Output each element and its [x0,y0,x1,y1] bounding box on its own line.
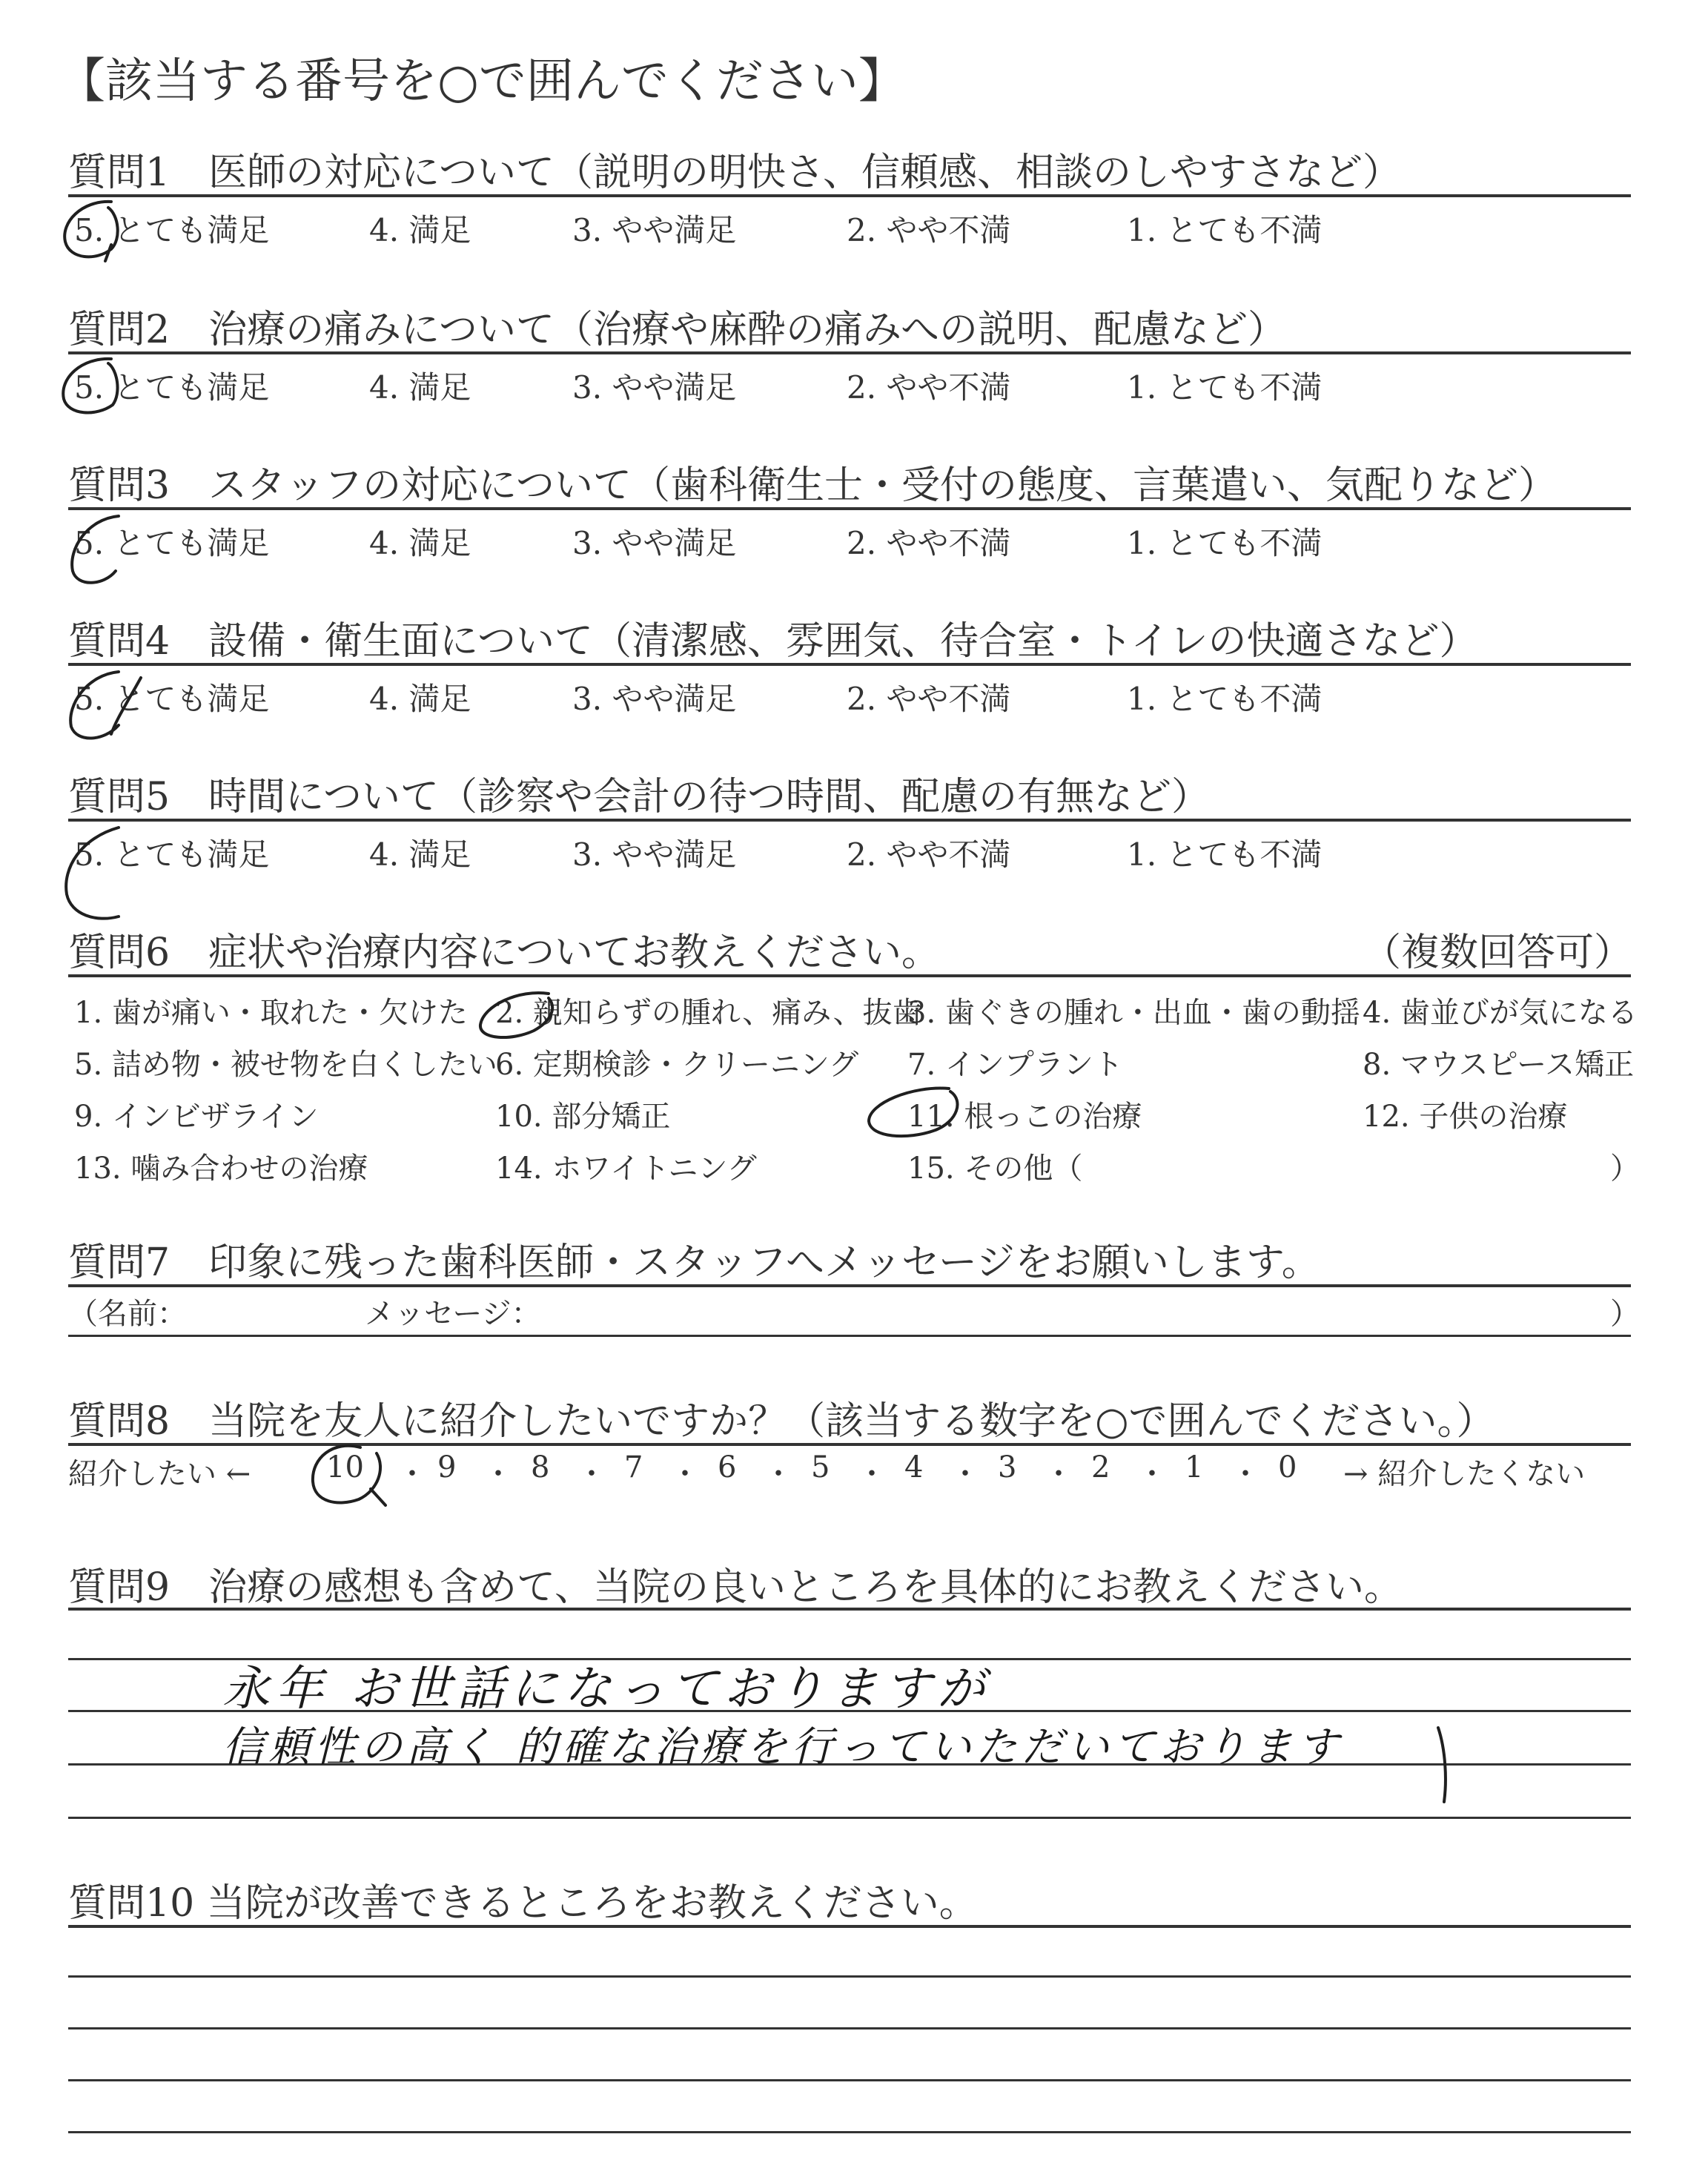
q8-score-6[interactable]: 6 [718,1450,737,1484]
q8-score-7[interactable]: 7 [624,1450,643,1484]
q2-option-3[interactable]: 3. やや満足 [572,369,737,406]
answer-line [68,2131,1631,2133]
q3-option-2[interactable]: 2. やや不満 [847,525,1011,561]
q4-option-1[interactable]: 1. とても不満 [1127,681,1323,717]
question-8: 質問8 当院を友人に紹介したいですか？（該当する数字を○で囲んでください。） [68,1399,1495,1444]
q8-right-label: → 紹介したくない [1343,1457,1586,1491]
q7-name-label: （名前： [68,1297,187,1331]
q6-option-14[interactable]: 14. ホワイトニング [495,1152,757,1186]
q5-option-1[interactable]: 1. とても不満 [1127,836,1323,873]
divider [68,819,1631,822]
q8-score-1[interactable]: 1 [1185,1450,1204,1484]
q9-handwritten-line-2: 信頼性の高く 的確な治療を行っていただいております [222,1723,1343,1771]
separator-dot: ・ [764,1457,793,1491]
q6-option-8[interactable]: 8. マウスピース矯正 [1363,1048,1635,1082]
q6-option-6[interactable]: 6. 定期検診・クリーニング [495,1048,859,1082]
q6-option-7[interactable]: 7. インプラント [907,1048,1123,1082]
q5-option-2[interactable]: 2. やや不満 [847,836,1011,873]
answer-line [68,2027,1631,2029]
q3-option-3[interactable]: 3. やや満足 [572,525,737,561]
q3-option-5[interactable]: 5. とても満足 [74,525,270,561]
q2-option-5[interactable]: 5. とても満足 [74,369,270,406]
q6-multiple-note: （複数回答可） [1363,931,1633,975]
q4-option-2[interactable]: 2. やや不満 [847,681,1011,717]
divider [68,974,1631,977]
separator-dot: ・ [670,1457,700,1491]
answer-line [68,1817,1631,1819]
q8-score-2[interactable]: 2 [1091,1450,1110,1484]
q7-message-label: メッセージ： [365,1297,541,1331]
q8-left-label: 紹介したい ← [68,1457,251,1491]
q2-option-4[interactable]: 4. 満足 [369,369,471,406]
divider [68,1925,1631,1928]
divider [68,507,1631,510]
q6-option-13[interactable]: 13. 噛み合わせの治療 [74,1152,368,1186]
form-title: 【該当する番号を○で囲んでください】 [58,54,906,109]
q1-option-1[interactable]: 1. とても不満 [1127,212,1323,248]
divider [68,1608,1631,1611]
q2-option-2[interactable]: 2. やや不満 [847,369,1011,406]
divider [68,194,1631,197]
q3-option-1[interactable]: 1. とても不満 [1127,525,1323,561]
separator-dot: ・ [1044,1457,1073,1491]
separator-dot: ・ [1137,1457,1167,1491]
q6-option-9[interactable]: 9. インビザライン [74,1100,319,1134]
divider [68,663,1631,666]
separator-dot: ・ [577,1457,606,1491]
question-2: 質問2 治療の痛みについて（治療や麻酔の痛みへの説明、配慮など） [68,308,1287,352]
divider [68,1443,1631,1446]
q6-option-1[interactable]: 1. 歯が痛い・取れた・欠けた [74,996,468,1030]
q4-option-4[interactable]: 4. 満足 [369,681,471,717]
q8-score-9[interactable]: 9 [437,1450,457,1484]
divider [68,351,1631,354]
question-4: 質問4 設備・衛生面について（清潔感、雰囲気、待合室・トイレの快適さなど） [68,619,1478,664]
q5-option-5[interactable]: 5. とても満足 [74,836,270,873]
answer-line [68,2079,1631,2081]
q6-option-2[interactable]: 2. 親知らずの腫れ、痛み、抜歯 [495,996,922,1030]
q8-score-8[interactable]: 8 [531,1450,550,1484]
divider [68,1284,1631,1287]
q3-option-4[interactable]: 4. 満足 [369,525,471,561]
q6-option-12[interactable]: 12. 子供の治療 [1363,1100,1568,1134]
separator-dot: ・ [397,1457,427,1491]
q8-score-4[interactable]: 4 [904,1450,924,1484]
separator-dot: ・ [950,1457,980,1491]
q8-score-3[interactable]: 3 [998,1450,1017,1484]
question-7: 質問7 印象に残った歯科医師・スタッフへメッセージをお願いします。 [68,1241,1320,1285]
q1-option-2[interactable]: 2. やや不満 [847,212,1011,248]
separator-dot: ・ [1231,1457,1260,1491]
question-5: 質問5 時間について（診察や会計の待つ時間、配慮の有無など） [68,775,1211,819]
answer-line [68,1975,1631,1978]
q6-option-4[interactable]: 4. 歯並びが気になる [1363,996,1638,1030]
q6-option-5[interactable]: 5. 詰め物・被せ物を白くしたい [74,1048,497,1082]
q2-option-1[interactable]: 1. とても不満 [1127,369,1323,406]
separator-dot: ・ [857,1457,887,1491]
question-9: 質問9 治療の感想も含めて、当院の良いところを具体的にお教えください。 [68,1565,1403,1610]
q9-handwritten-line-1: 永年 お世話になっておりますが [222,1662,991,1717]
question-6: 質問6 症状や治療内容についてお教えください。 [68,931,941,975]
q1-option-4[interactable]: 4. 満足 [369,212,471,248]
q8-score-0[interactable]: 0 [1278,1450,1297,1484]
q5-option-4[interactable]: 4. 満足 [369,836,471,873]
q8-score-5[interactable]: 5 [811,1450,830,1484]
q8-score-10[interactable]: 10 [326,1450,364,1484]
question-1: 質問1 医師の対応について（説明の明快さ、信頼感、相談のしやすさなど） [68,151,1401,195]
q7-close-paren: ） [1610,1297,1640,1331]
q4-option-3[interactable]: 3. やや満足 [572,681,737,717]
separator-dot: ・ [483,1457,513,1491]
q1-option-5[interactable]: 5. とても満足 [74,212,270,248]
question-3: 質問3 スタッフの対応について（歯科衛生士・受付の態度、言葉遣い、気配りなど） [68,463,1558,508]
q6-option-3[interactable]: 3. 歯ぐきの腫れ・出血・歯の動揺 [907,996,1360,1030]
q4-option-5[interactable]: 5. とても満足 [74,681,270,717]
question-10: 質問10 当院が改善できるところをお教えください。 [68,1881,978,1926]
q6-option-11[interactable]: 11. 根っこの治療 [907,1100,1142,1134]
q6-option-10[interactable]: 10. 部分矯正 [495,1100,671,1134]
q6-option-15[interactable]: 15. その他（ [907,1152,1083,1186]
q5-option-3[interactable]: 3. やや満足 [572,836,737,873]
q6-other-close-paren: ） [1610,1152,1640,1186]
q1-option-3[interactable]: 3. やや満足 [572,212,737,248]
divider [68,1335,1631,1337]
